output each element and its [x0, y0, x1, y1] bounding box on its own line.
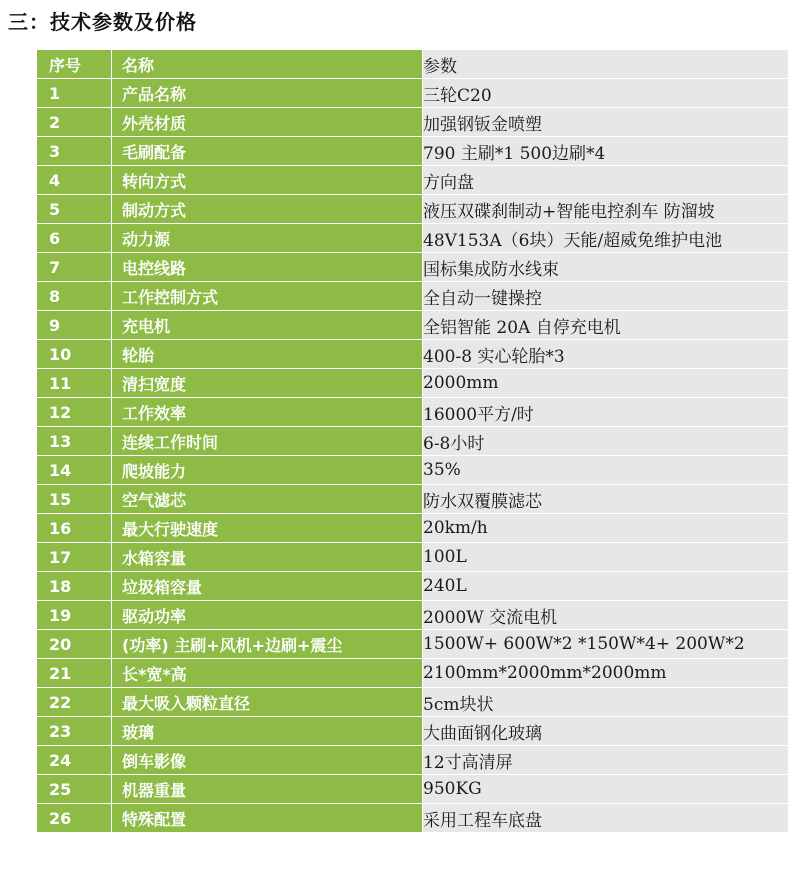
- row-name: 工作控制方式: [112, 282, 423, 311]
- row-number: 26: [37, 804, 112, 833]
- header-value: 参数: [423, 50, 789, 79]
- row-name: 倒车影像: [112, 746, 423, 775]
- table-row: [37, 340, 789, 369]
- row-value: 2100mm*2000mm*2000mm: [423, 659, 789, 688]
- row-value: 液压双碟刹制动+智能电控刹车 防溜坡: [423, 195, 789, 224]
- row-number: 13: [37, 427, 112, 456]
- spec-table: [36, 49, 789, 833]
- row-number: 4: [37, 166, 112, 195]
- row-number: 6: [37, 224, 112, 253]
- row-name: 玻璃: [112, 717, 423, 746]
- row-name: 垃圾箱容量: [112, 572, 423, 601]
- header-name: 名称: [112, 50, 423, 79]
- row-number: 10: [37, 340, 112, 369]
- row-number: 3: [37, 137, 112, 166]
- table-row: [37, 253, 789, 282]
- table-row: [37, 79, 789, 108]
- table-row: [37, 311, 789, 340]
- row-name: 最大行驶速度: [112, 514, 423, 543]
- row-value: 950KG: [423, 775, 789, 804]
- table-row: [37, 195, 789, 224]
- table-row: [37, 398, 789, 427]
- row-value: 48V153A（6块）天能/超威免维护电池: [423, 224, 789, 253]
- table-row: [37, 659, 789, 688]
- row-name: 动力源: [112, 224, 423, 253]
- row-value: 方向盘: [423, 166, 789, 195]
- row-name: 轮胎: [112, 340, 423, 369]
- section-title: 三：技术参数及价格: [8, 10, 197, 34]
- row-value: 2000mm: [423, 369, 789, 398]
- row-value: 采用工程车底盘: [423, 804, 789, 833]
- table-row: [37, 746, 789, 775]
- row-name: 产品名称: [112, 79, 423, 108]
- table-row: [37, 601, 789, 630]
- row-name: 毛刷配备: [112, 137, 423, 166]
- row-number: 20: [37, 630, 112, 659]
- table-row: [37, 456, 789, 485]
- row-number: 9: [37, 311, 112, 340]
- row-name: 特殊配置: [112, 804, 423, 833]
- row-value: 400-8 实心轮胎*3: [423, 340, 789, 369]
- row-value: 240L: [423, 572, 789, 601]
- row-value: 35%: [423, 456, 789, 485]
- row-name: 驱动功率: [112, 601, 423, 630]
- table-row: [37, 224, 789, 253]
- row-number: 19: [37, 601, 112, 630]
- row-value: 20km/h: [423, 514, 789, 543]
- table-row: [37, 427, 789, 456]
- table-row: [37, 717, 789, 746]
- header-no: 序号: [37, 50, 112, 79]
- table-row: [37, 630, 789, 659]
- table-row: [37, 775, 789, 804]
- row-value: 大曲面钢化玻璃: [423, 717, 789, 746]
- row-number: 23: [37, 717, 112, 746]
- row-number: 5: [37, 195, 112, 224]
- row-name: 连续工作时间: [112, 427, 423, 456]
- row-number: 25: [37, 775, 112, 804]
- row-number: 8: [37, 282, 112, 311]
- row-value: 100L: [423, 543, 789, 572]
- row-value: 6-8小时: [423, 427, 789, 456]
- row-value: 790 主刷*1 500边刷*4: [423, 137, 789, 166]
- row-value: 全自动一键操控: [423, 282, 789, 311]
- row-value: 加强钢钣金喷塑: [423, 108, 789, 137]
- row-name: 制动方式: [112, 195, 423, 224]
- table-row: [37, 485, 789, 514]
- row-name: 空气滤芯: [112, 485, 423, 514]
- row-number: 18: [37, 572, 112, 601]
- row-value: 12寸高清屏: [423, 746, 789, 775]
- row-number: 2: [37, 108, 112, 137]
- row-name: 清扫宽度: [112, 369, 423, 398]
- row-number: 22: [37, 688, 112, 717]
- table-row: [37, 514, 789, 543]
- table-row: [37, 688, 789, 717]
- row-number: 15: [37, 485, 112, 514]
- row-name: 充电机: [112, 311, 423, 340]
- row-number: 17: [37, 543, 112, 572]
- row-value: 三轮C20: [423, 79, 789, 108]
- table-row: [37, 572, 789, 601]
- row-value: 5cm块状: [423, 688, 789, 717]
- table-row: [37, 137, 789, 166]
- table-row: [37, 804, 789, 833]
- row-value: 国标集成防水线束: [423, 253, 789, 282]
- row-number: 24: [37, 746, 112, 775]
- row-number: 16: [37, 514, 112, 543]
- row-number: 11: [37, 369, 112, 398]
- row-number: 21: [37, 659, 112, 688]
- table-row: [37, 369, 789, 398]
- row-value: 1500W+ 600W*2 *150W*4+ 200W*2: [423, 630, 789, 659]
- row-name: 工作效率: [112, 398, 423, 427]
- row-name: 电控线路: [112, 253, 423, 282]
- row-name: 转向方式: [112, 166, 423, 195]
- table-row: [37, 108, 789, 137]
- row-name: (功率) 主刷+风机+边刷+震尘: [112, 630, 423, 659]
- row-number: 7: [37, 253, 112, 282]
- row-value: 全铝智能 20A 自停充电机: [423, 311, 789, 340]
- row-name: 外壳材质: [112, 108, 423, 137]
- table-row: [37, 543, 789, 572]
- row-name: 水箱容量: [112, 543, 423, 572]
- row-number: 1: [37, 79, 112, 108]
- table-header-row: [37, 50, 789, 79]
- row-name: 最大吸入颗粒直径: [112, 688, 423, 717]
- row-value: 2000W 交流电机: [423, 601, 789, 630]
- row-number: 12: [37, 398, 112, 427]
- row-name: 机器重量: [112, 775, 423, 804]
- row-name: 长*宽*高: [112, 659, 423, 688]
- table-row: [37, 166, 789, 195]
- row-number: 14: [37, 456, 112, 485]
- row-value: 防水双覆膜滤芯: [423, 485, 789, 514]
- table-row: [37, 282, 789, 311]
- row-value: 16000平方/时: [423, 398, 789, 427]
- row-name: 爬坡能力: [112, 456, 423, 485]
